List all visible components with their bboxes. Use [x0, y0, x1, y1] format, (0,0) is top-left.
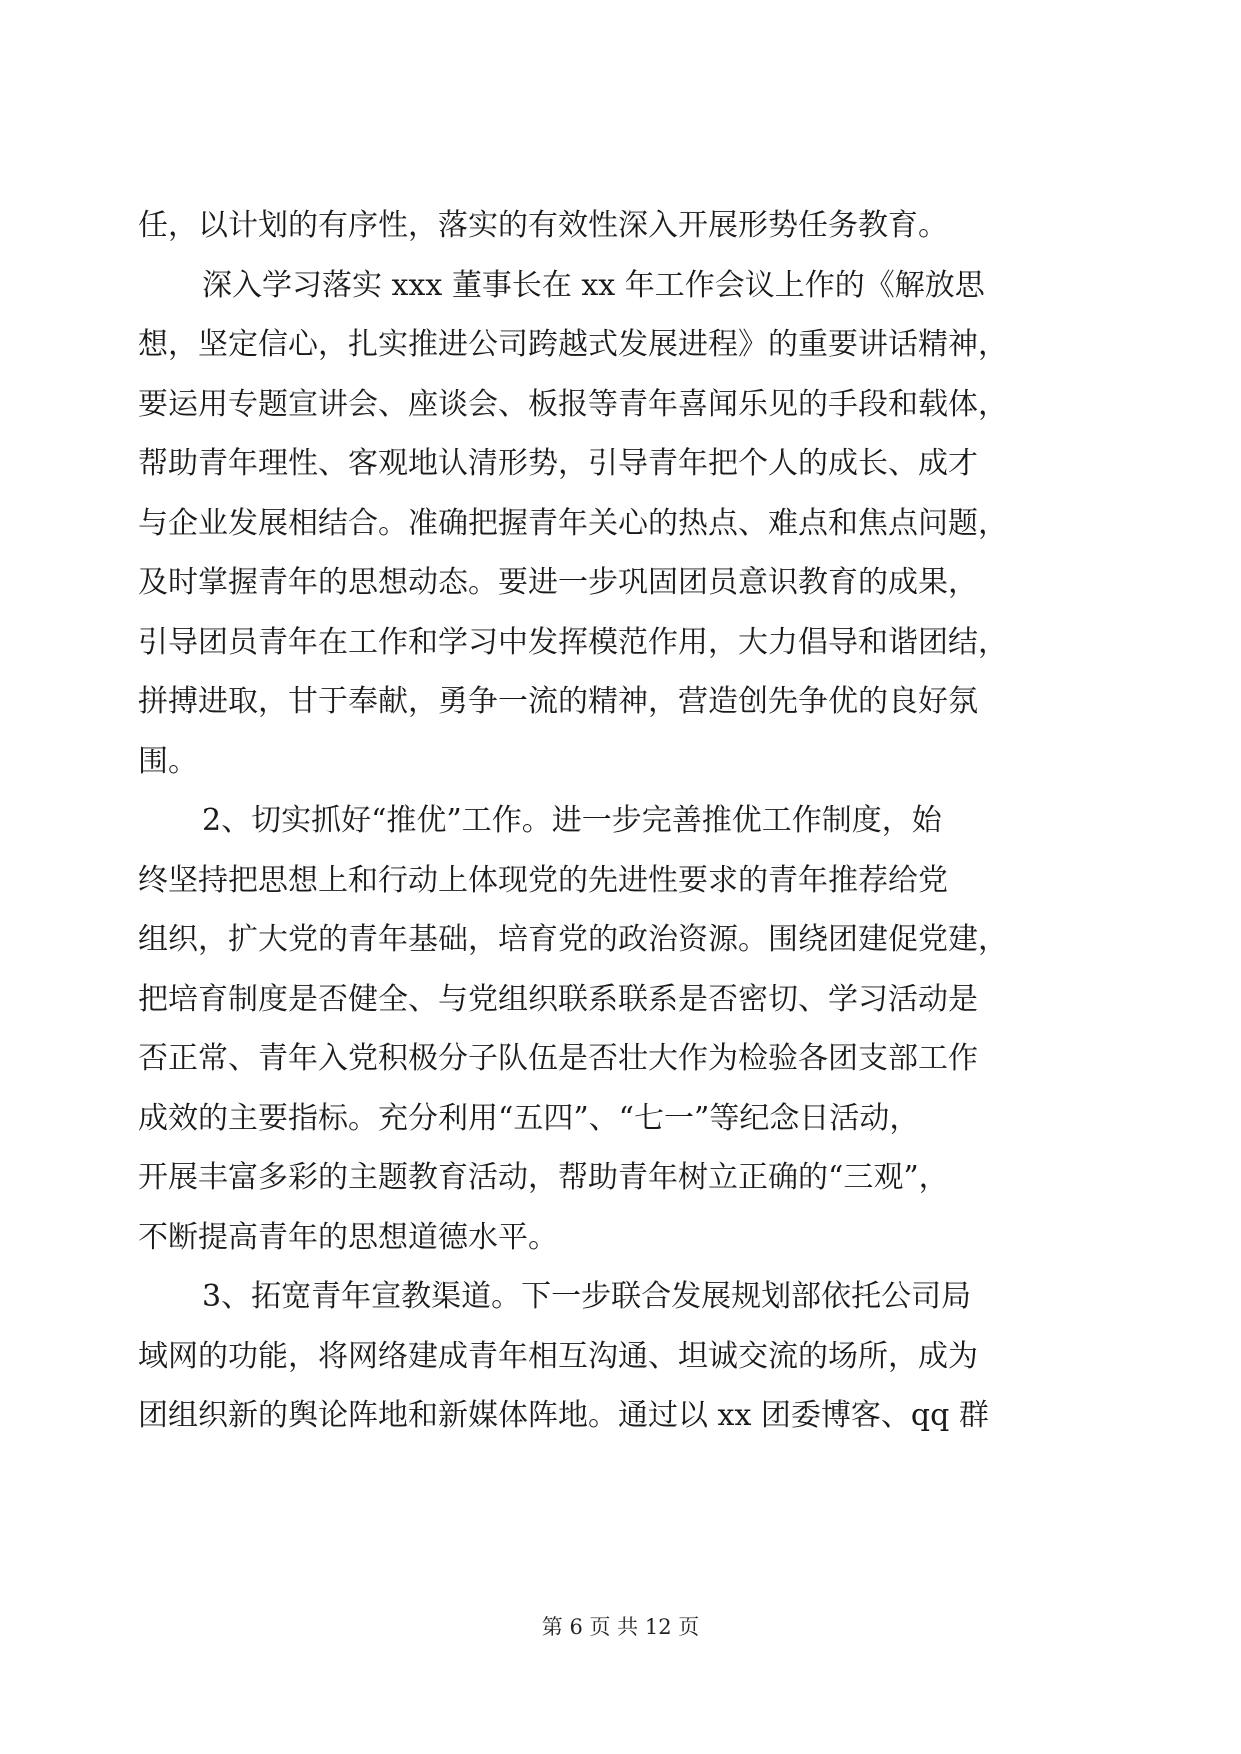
text-line: 把培育制度是否健全、与党组织联系联系是否密切、学习活动是	[138, 981, 978, 1017]
text-line: 想，坚定信心，扎实推进公司跨越式发展进程》的重要讲话精神，	[138, 327, 1008, 362]
body-text	[138, 196, 1098, 1446]
text-line: 拼搏进取，甘于奉献，勇争一流的精神，营造创先争优的良好氛	[138, 684, 978, 719]
paragraph-first-line: 3、拓宽青年宣教渠道。下一步联合发展规划部依托公司局	[202, 1279, 972, 1314]
text-line: 任，以计划的有序性，落实的有效性深入开展形势任务教育。	[138, 208, 948, 243]
paragraph-first-line: 深入学习落实 xxx 董事长在 xx 年工作会议上作的《解放思	[202, 267, 985, 303]
text-line: 帮助青年理性、客观地认清形势，引导青年把个人的成长、成才	[138, 446, 978, 481]
text-line: 开展丰富多彩的主题教育活动，帮助青年树立正确的“三观”，	[138, 1160, 949, 1195]
text-line: 引导团员青年在工作和学习中发挥模范作用，大力倡导和谐团结，	[138, 624, 1008, 660]
text-line: 终坚持把思想上和行动上体现党的先进性要求的青年推荐给党	[138, 862, 948, 898]
text-line: 团组织新的舆论阵地和新媒体阵地。通过以 xx 团委博客、qq 群	[138, 1398, 989, 1433]
text-line: 否正常、青年入党积极分子队伍是否壮大作为检验各团支部工作	[138, 1041, 978, 1076]
text-line: 域网的功能，将网络建成青年相互沟通、坦诚交流的场所，成为	[138, 1338, 978, 1374]
text-line: 成效的主要指标。充分利用“五四”、“七一”等纪念日活动，	[138, 1100, 920, 1136]
paragraph-first-line: 2、切实抓好“推优”工作。进一步完善推优工作制度，始	[202, 803, 942, 838]
text-line: 组织，扩大党的青年基础，培育党的政治资源。围绕团建促党建，	[138, 922, 1008, 957]
text-line: 围。	[138, 743, 198, 779]
text-line: 与企业发展相结合。准确把握青年关心的热点、难点和焦点问题，	[138, 505, 1008, 541]
text-line: 要运用专题宣讲会、座谈会、板报等青年喜闻乐见的手段和载体，	[138, 386, 1008, 422]
text-line: 及时掌握青年的思想动态。要进一步巩固团员意识教育的成果，	[138, 565, 978, 600]
text-line: 不断提高青年的思想道德水平。	[138, 1219, 558, 1255]
page-number-footer: 第 6 页 共 12 页	[541, 1615, 700, 1639]
